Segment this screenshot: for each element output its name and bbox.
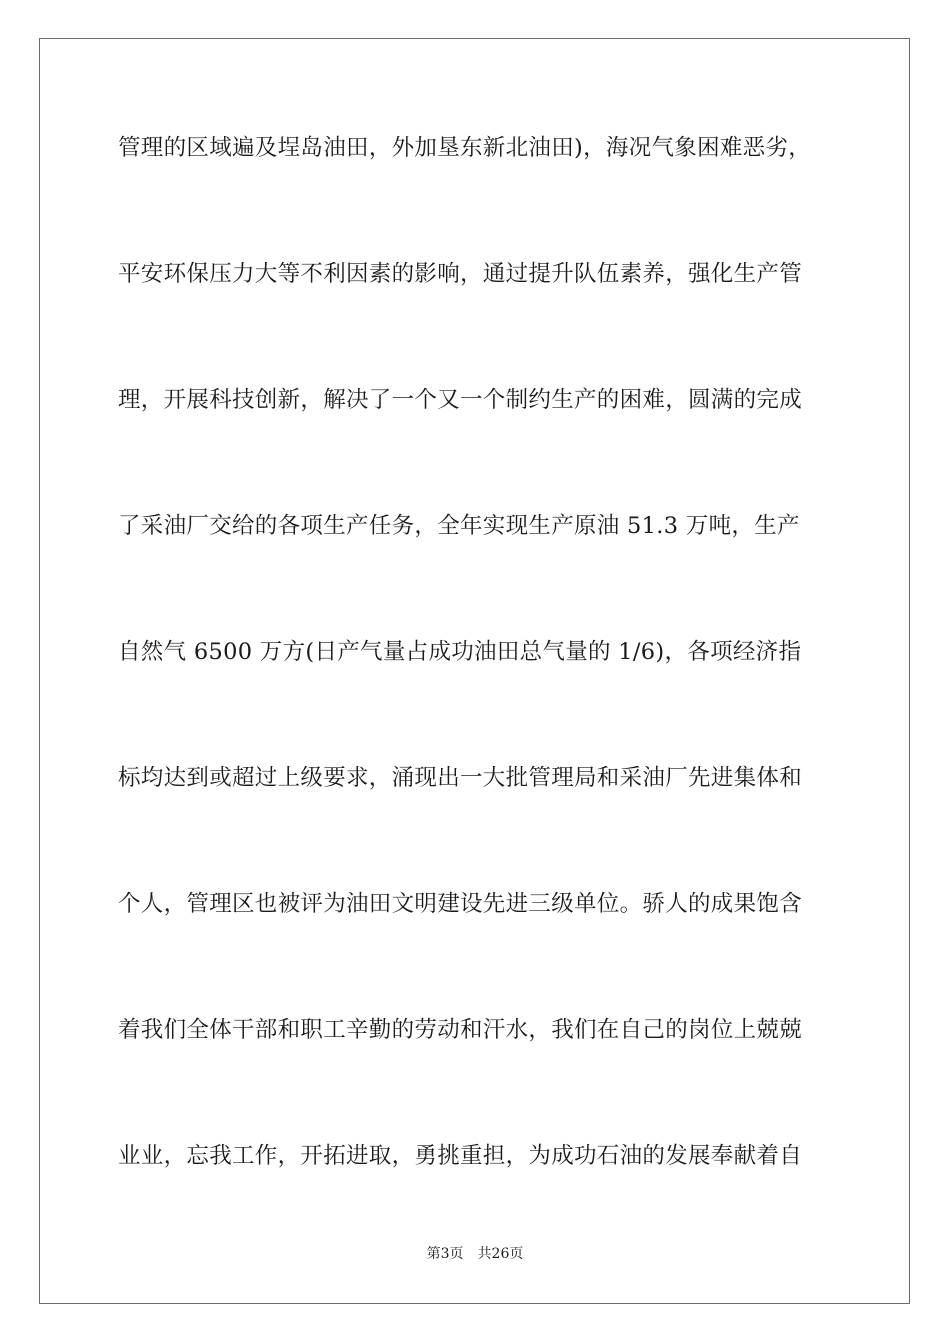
text-line: 标均达到或超过上级要求，涌现出一大批管理局和采油厂先进集体和 [118, 765, 803, 791]
body-text [118, 120, 838, 1254]
total-page-count: 共26页 [477, 1246, 524, 1262]
text-line: 着我们全体干部和职工辛勤的劳动和汗水，我们在自己的岗位上兢兢 [118, 1017, 803, 1043]
text-line: 平安环保压力大等不利因素的影响，通过提升队伍素养，强化生产管 [118, 261, 803, 287]
text-line: 业业，忘我工作，开拓进取，勇挑重担，为成功石油的发展奉献着自 [118, 1143, 803, 1169]
text-line: 个人，管理区也被评为油田文明建设先进三级单位。骄人的成果饱含 [118, 891, 803, 917]
text-line: 管理的区域遍及埕岛油田，外加垦东新北油田)，海况气象困难恶劣， [118, 135, 812, 161]
page-footer [0, 1244, 950, 1264]
current-page-number: 第3页 [426, 1246, 464, 1262]
text-line: 自然气 6500 万方(日产气量占成功油田总气量的 1/6)，各项经济指 [118, 639, 802, 665]
text-line: 理，开展科技创新，解决了一个又一个制约生产的困难，圆满的完成 [118, 387, 803, 413]
text-line: 了采油厂交给的各项生产任务，全年实现生产原油 51.3 万吨，生产 [118, 513, 800, 539]
